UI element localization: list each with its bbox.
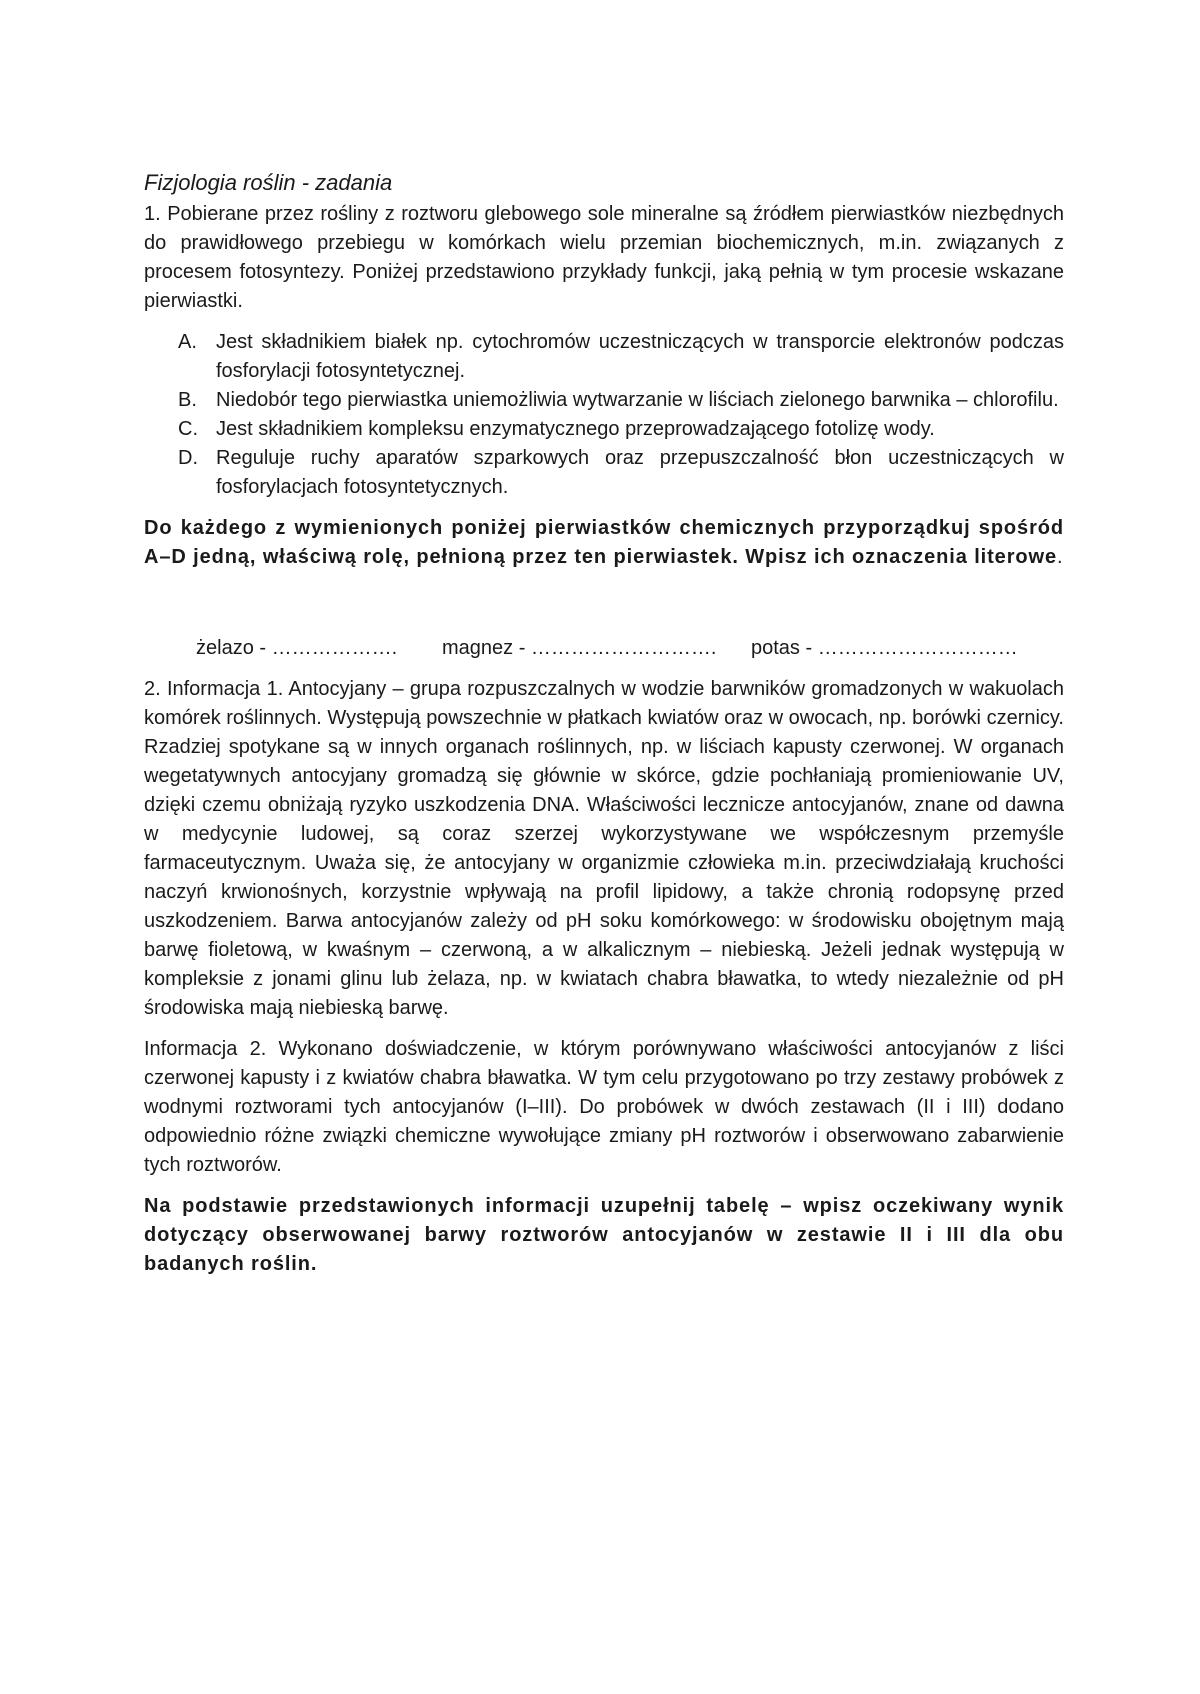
task1-option-b [144,386,1064,415]
option-text: Niedobór tego pierwiastka uniemożliwia wytwarzanie w liściach zielonego barwnika – chlorofilu. [216,389,1059,411]
task1-option-d [144,444,1064,502]
option-text: Jest składnikiem kompleksu enzymatycznego przeprowadzającego fotolizę wody. [216,418,935,440]
option-text: Jest składnikiem białek np. cytochromów uczestniczących w transporcie elektronów podczas fosforylacji fotosyntetycznej. [216,331,1064,382]
task2-info2: Informacja 2. Wykonano doświadczenie, w którym porównywano właściwości antocyjanów z liści czerwonej kapusty i z kwiatów chabra bławatka. W tym celu przygotowano po trzy zestawy probówek z wodnymi roztworami tych antocyjanów (I–III). Do probówek w dwóch zestawach (II i III) dodano odpowiednio różne związki chemiczne wywołujące zmiany pH roztworów i obserwowano zabarwienie tych roztworów. [144,1038,1064,1176]
task1-option-c [144,415,1064,444]
answer-magnesium[interactable]: magnez - ………………………. [442,637,717,659]
task2-instruction: Na podstawie przedstawionych informacji uzupełnij tabelę – wpisz oczekiwany wynik dotyczący obserwowanej barwy roztworów antocyjanów w zestawie II i III dla obu badanych roślin. [144,1195,1064,1275]
task1-intro: 1. Pobierane przez rośliny z roztworu glebowego sole mineralne są źródłem pierwiastków niezbędnych do prawidłowego przebiegu w komórkach wielu przemian biochemicznych, m.in. związanych z procesem fotosyntezy. Poniżej przedstawiono przykłady funkcji, jaką pełnią w tym procesie wskazane pierwiastki. [144,203,1064,312]
task1-answers [144,634,1064,663]
task2-info1: 2. Informacja 1. Antocyjany – grupa rozpuszczalnych w wodzie barwników gromadzonych w wakuolach komórek roślinnych. Występują powszechnie w płatkach kwiatów oraz w owocach, np. borówki czernicy. Rzadziej spotykane są w innych organach roślinnych, np. w liściach kapusty czerwonej. W organach wegetatywnych antocyjany gromadzą się głównie w skórce, gdzie pochłaniają promieniowanie UV, dzięki czemu obniżają ryzyko uszkodzenia DNA. Właściwości lecznicze antocyjanów, znane od dawna w medycynie ludowej, są coraz szerzej wykorzystywane we współczesnym przemyśle farmaceutycznym. Uważa się, że antocyjany w organizmie człowieka m.in. przeciwdziałają kruchości naczyń krwionośnych, korzystnie wpływają na profil lipidowy, a także chronią rodopsynę przed uszkodzeniem. Barwa antocyjanów zależy od pH soku komórkowego: w środowisku obojętnym mają barwę fioletową, w kwaśnym – czerwoną, a w alkalicznym – niebieską. Jeżeli jednak występują w kompleksie z jonami glinu lub żelaza, np. w kwiatach chabra bławatka, to wtedy niezależnie od pH środowiska mają niebieską barwę. [144,678,1064,1019]
answer-iron[interactable]: żelazo - ………………. [196,637,398,659]
option-letter: B. [178,389,197,411]
task1-options-list [144,328,1064,502]
task1-option-a [144,328,1064,386]
document-page [144,168,1064,1279]
option-text: Reguluje ruchy aparatów szparkowych oraz przepuszczalność błon uczestniczących w fosforylacjach fotosyntetycznych. [216,447,1064,498]
task1-instruction [144,514,1064,572]
document-title: Fizjologia roślin - zadania [144,170,393,195]
answer-potassium[interactable]: potas - ………………………… [751,637,1018,659]
task1-instruction-text: Do każdego z wymienionych poniżej pierwiastków chemicznych przyporządkuj spośród A–D jedną, właściwą rolę, pełnioną przez ten pierwiastek. Wpisz ich oznaczenia literowe [144,517,1064,568]
task1-instruction-end: . [1056,546,1064,568]
option-letter: D. [178,447,198,469]
option-letter: A. [178,331,197,353]
option-letter: C. [178,418,198,440]
